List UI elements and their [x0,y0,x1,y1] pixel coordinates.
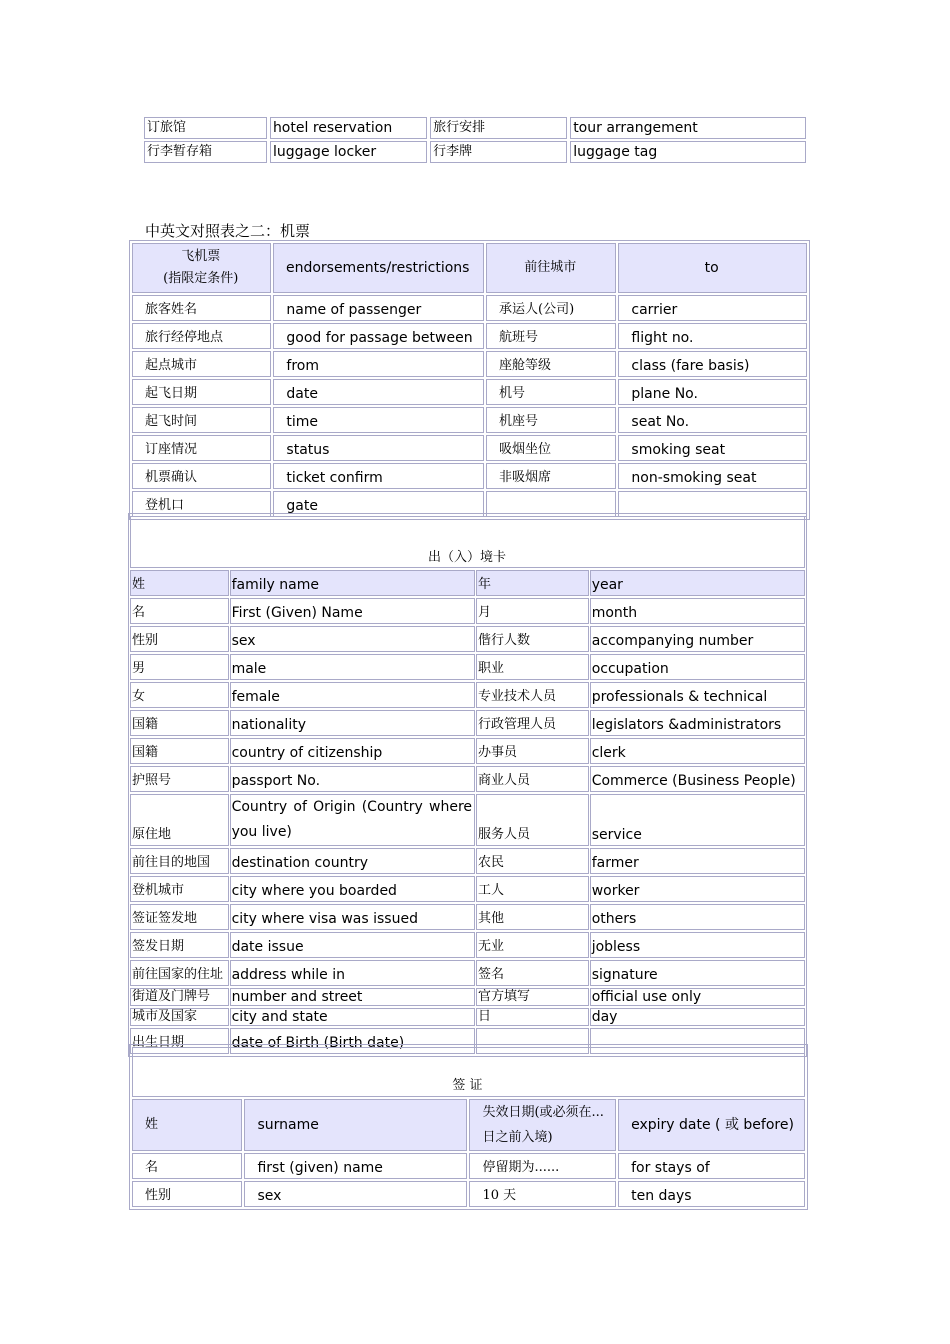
header-cell: family name [230,570,475,596]
table-row [132,323,807,349]
table-cell: 国籍 [130,738,229,764]
table-cell: class (fare basis) [618,351,807,377]
table-cell: 农民 [476,848,589,874]
table-cell: 机号 [486,379,616,405]
table-cell: accompanying number [590,626,805,652]
visa-table [129,1044,808,1210]
table-cell: 起点城市 [132,351,271,377]
table-cell: nationality [230,710,475,736]
table-cell: 机票确认 [132,463,271,489]
table-header-row [132,243,807,293]
table-cell: 街道及门牌号 [130,988,229,1006]
table-cell: plane No. [618,379,807,405]
table-cell: 起飞时间 [132,407,271,433]
table-cell: 男 [130,654,229,680]
table-cell: 城市及国家 [130,1008,229,1026]
table-row [132,379,807,405]
table-cell: 性别 [132,1181,242,1207]
table-cell: 前往目的地国 [130,848,229,874]
table-row [132,435,807,461]
table-cell: ticket confirm [273,463,484,489]
header-cell: 姓 [132,1099,242,1151]
table-cell: Country of Origin (Country where you live) [230,794,475,846]
table-cell: First (Given) Name [230,598,475,624]
table-cell: 服务人员 [476,794,589,846]
table-row [130,598,805,624]
table-title-row [132,1047,805,1097]
table-cell: 日 [476,1008,589,1026]
table-cell: farmer [590,848,805,874]
table-cell: 非吸烟席 [486,463,616,489]
table-cell: 签发日期 [130,932,229,958]
table-cell: city where visa was issued [230,904,475,930]
table-row [130,654,805,680]
table-cell: jobless [590,932,805,958]
table-cell: 专业技术人员 [476,682,589,708]
table-cell: signature [590,960,805,986]
header-cell: 前往城市 [486,243,616,293]
table-cell: professionals & technical [590,682,805,708]
table-cell: occupation [590,654,805,680]
table-cell: 航班号 [486,323,616,349]
header-cell: year [590,570,805,596]
table-cell: 起飞日期 [132,379,271,405]
table-cell: 女 [130,682,229,708]
table-cell: sex [244,1181,467,1207]
table-cell: 职业 [476,654,589,680]
table-cell: 旅客姓名 [132,295,271,321]
table-cell: 护照号 [130,766,229,792]
table-row [130,988,805,1006]
table-cell: status [273,435,484,461]
table-cell: month [590,598,805,624]
table-cell: from [273,351,484,377]
table-cell: 原住地 [130,794,229,846]
table-cell: 出生日期 [130,1028,229,1054]
table-cell: name of passenger [273,295,484,321]
table-cell: official use only [590,988,805,1006]
table-cell: legislators &administrators [590,710,805,736]
table-cell: date issue [230,932,475,958]
table-cell: others [590,904,805,930]
table-cell: 旅行经停地点 [132,323,271,349]
table-row [130,876,805,902]
table-cell: day [590,1008,805,1026]
table-row [144,141,806,163]
table-row [130,960,805,986]
table-cell: 登机口 [132,491,271,517]
table-cell: good for passage between [273,323,484,349]
table-cell: 登机城市 [130,876,229,902]
table-cell: carrier [618,295,807,321]
table-row [132,407,807,433]
header-cell: surname [244,1099,467,1151]
table-cell: 承运人(公司) [486,295,616,321]
table-cell: 办事员 [476,738,589,764]
table-cell: date of Birth (Birth date) [230,1028,475,1054]
table-cell: sex [230,626,475,652]
table-cell: 其他 [476,904,589,930]
table-cell: city where you boarded [230,876,475,902]
table-cell: destination country [230,848,475,874]
table-row [130,738,805,764]
table-cell: female [230,682,475,708]
table-cell: 吸烟坐位 [486,435,616,461]
header-cell: 失效日期(或必须在...日之前入境) [469,1099,616,1151]
table-cell: 机座号 [486,407,616,433]
table-cell: 前往国家的住址 [130,960,229,986]
table-cell: clerk [590,738,805,764]
table-row [130,932,805,958]
table-row [130,1008,805,1026]
table-header-row [132,1099,805,1151]
table-cell: 订座情况 [132,435,271,461]
table-title-row [130,516,805,568]
table-cell: 行政管理人员 [476,710,589,736]
table-cell: 无业 [476,932,589,958]
table-row [130,710,805,736]
table-cell: 行李牌 [430,141,567,163]
lodging-table [141,115,809,165]
table-cell: 旅行安排 [430,117,567,139]
table-cell: service [590,794,805,846]
table-cell: 行李暂存箱 [144,141,267,163]
table-header-row [130,570,805,596]
table-cell: 名 [130,598,229,624]
table-cell: hotel reservation [270,117,427,139]
table-cell: 偕行人数 [476,626,589,652]
header-line: 飞机票 [181,249,221,264]
table-cell: Commerce (Business People) [590,766,805,792]
table-cell: luggage tag [570,141,806,163]
table-cell: 商业人员 [476,766,589,792]
table-cell: time [273,407,484,433]
table-row [130,904,805,930]
table-cell: smoking seat [618,435,807,461]
table-cell: address while in [230,960,475,986]
table-cell: 月 [476,598,589,624]
section-heading: 中英文对照表之二：机票 [145,222,311,240]
header-cell: 姓 [130,570,229,596]
header-cell: endorsements/restrictions [273,243,484,293]
header-cell: 年 [476,570,589,596]
table-cell: 工人 [476,876,589,902]
table-cell: date [273,379,484,405]
header-cell: to [618,243,807,293]
header-cell [132,243,271,293]
table-cell: gate [273,491,484,517]
table-cell: worker [590,876,805,902]
table-cell: ten days [618,1181,805,1207]
table-row [132,463,807,489]
table-cell: 停留期为...... [469,1153,616,1179]
table-cell: 国籍 [130,710,229,736]
ticket-table [129,240,810,520]
table-title: 签 证 [132,1047,805,1097]
table-cell: country of citizenship [230,738,475,764]
header-line: (指限定条件) [163,271,239,286]
table-cell: 订旅馆 [144,117,267,139]
table-cell: passport No. [230,766,475,792]
entry-card-table [128,513,807,1057]
header-cell: expiry date ( 或 before) [618,1099,805,1151]
table-row [130,766,805,792]
table-cell: number and street [230,988,475,1006]
table-cell: 10 天 [469,1181,616,1207]
table-cell: flight no. [618,323,807,349]
table-cell: male [230,654,475,680]
table-cell: 签名 [476,960,589,986]
table-cell: city and state [230,1008,475,1026]
table-cell: luggage locker [270,141,427,163]
table-cell: 座舱等级 [486,351,616,377]
table-row [132,1181,805,1207]
table-cell: non-smoking seat [618,463,807,489]
table-row [130,794,805,846]
table-cell: 性别 [130,626,229,652]
table-row [132,351,807,377]
table-row [144,117,806,139]
table-cell: 名 [132,1153,242,1179]
table-row [130,682,805,708]
table-title: 出（入）境卡 [130,516,805,568]
table-cell: first (given) name [244,1153,467,1179]
table-cell: for stays of [618,1153,805,1179]
table-cell: seat No. [618,407,807,433]
table-cell: 官方填写 [476,988,589,1006]
table-cell: tour arrangement [570,117,806,139]
table-cell: 签证签发地 [130,904,229,930]
table-row [132,1153,805,1179]
table-row [130,848,805,874]
table-row [132,295,807,321]
table-row [130,626,805,652]
